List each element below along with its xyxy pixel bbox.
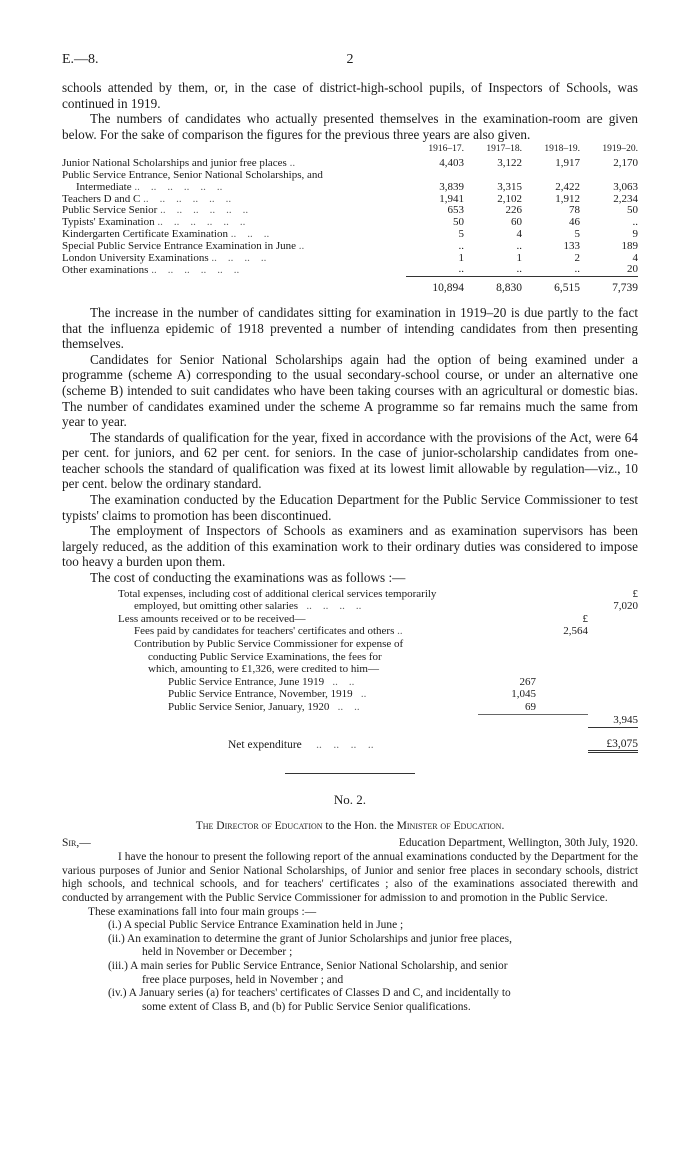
- table-row: Other examinations .. .. .. .. .. .. .. .. .. 20: [62, 263, 638, 276]
- paragraph-standards: The standards of qualification for the year, fixed in accordance with the provisions of the Act, were 64 per cent. for juniors, and 62 per cent. for seniors. In the case of junior-scholarship candidates from one-teacher schools the standard of qualification was fixed at its lowest limit allowable by regulation—viz., 10 per cent. below the ordinary standard.: [62, 429, 638, 492]
- totals-row: [62, 277, 638, 295]
- cost-item-value: 267: [519, 675, 536, 688]
- cost-label: Contribution by Public Service Commissioner for expense of: [134, 638, 404, 650]
- year-header: 1919–20.: [602, 144, 638, 155]
- cell-value: 1: [516, 251, 522, 264]
- table-row: Typists' Examination .. .. .. .. .. .. 50 60 46 ..: [62, 216, 638, 229]
- cell-value: 4: [632, 251, 638, 264]
- cell-value: 653: [447, 204, 464, 217]
- cell-value: ..: [516, 263, 522, 276]
- table-row: Junior National Scholarships and junior free places .. 4,403 3,122 1,917 2,170: [62, 157, 638, 170]
- letter-intro: I have the honour to present the following report of the annual examinations conducted by the Department for the various purposes of Junior and Senior National Scholarships, of Junior and senior free places in secondary schools, district high schools, and technical schools, and for teachers' certificates ; also of the examinations associated therewith and conducted by arrangement with the Public Service Commissioner for admission to and promotion in the Public Service.: [62, 851, 638, 905]
- cell-value: 1,912: [555, 192, 580, 205]
- table-row: Fees paid by candidates for teachers' certificates and others .. 2,564: [134, 625, 588, 638]
- table-row: [118, 714, 638, 727]
- cell-value: 46: [569, 216, 580, 229]
- cell-value: 4,403: [439, 157, 464, 170]
- candidates-table: [62, 144, 638, 295]
- cell-value: 1: [458, 251, 464, 264]
- cost-item-label: Public Service Senior, January, 1920: [168, 701, 330, 714]
- cost-table: [118, 588, 638, 754]
- paragraph-candidate-numbers: The numbers of candidates who actually presented themselves in the examination-room are given below. For the sake of comparison the figures for the previous three years are also given.: [62, 111, 638, 142]
- table-row: [118, 613, 638, 626]
- row-label: Other examinations: [62, 264, 149, 276]
- total-value: 6,515: [522, 277, 580, 295]
- row-label: London University Examinations: [62, 252, 209, 264]
- cell-value: 1,941: [439, 192, 464, 205]
- list-item: (iv.) A January series (a) for teachers' certificates of Classes D and C, and incidentally to some extent of Class B, and (b) for Public Service Senior qualifications.: [108, 987, 511, 1013]
- cell-value: 9: [632, 227, 638, 240]
- cell-value: 226: [505, 204, 522, 217]
- cell-value: 2,170: [613, 157, 638, 170]
- cell-value: 133: [563, 239, 580, 252]
- letter-dateline: Education Department, Wellington, 30th July, 1920.: [398, 837, 638, 850]
- table-row: employed, but omitting other salaries .. .. .. .. 7,020: [134, 600, 638, 613]
- cell-value: ..: [458, 263, 464, 276]
- page-number: 2: [346, 52, 354, 67]
- cell-value: 5: [458, 227, 464, 240]
- table-row: Special Public Service Entrance Examination in June .. .. .. 133 189: [62, 239, 638, 252]
- table-row: Public Service Entrance, June 1919 .. .. 267: [168, 675, 536, 688]
- page-body: [62, 80, 638, 1014]
- groups-list: [62, 919, 638, 1014]
- report-reference: E.—8.: [62, 52, 99, 67]
- cell-value: 50: [453, 216, 464, 229]
- paragraph-continuation: schools attended by them, or, in the case of district-high-school pupils, of Inspectors of Schools, was continued in 1919.: [62, 80, 638, 111]
- cell-value: 60: [511, 216, 522, 229]
- row-label: Public Service Senior: [62, 205, 158, 217]
- section-number: No. 2.: [333, 792, 367, 808]
- cell-value: 3,063: [613, 180, 638, 193]
- cell-value: ..: [516, 239, 522, 252]
- paragraph-typists: The examination conducted by the Education Department for the Public Service Commissioner to test typists' claims to promotion has been discontinued.: [62, 492, 638, 523]
- row-label: Junior National Scholarships and junior free places: [62, 158, 287, 170]
- table-row: Public Service Senior .. .. .. .. .. .. 653 226 78 50: [62, 204, 638, 217]
- fees-value: 2,564: [563, 625, 588, 638]
- address-line: The Director of Education to the Hon. the Minister of Education.: [195, 820, 505, 833]
- cell-value: 78: [569, 204, 580, 217]
- table-row: Public Service Senior, January, 1920 .. .. 69: [168, 700, 536, 714]
- table-row: [118, 663, 638, 676]
- total-value: 10,894: [406, 277, 464, 295]
- table-row: London University Examinations .. .. .. .. 1 1 2 4: [62, 251, 638, 264]
- cost-label: which, amounting to £1,326, were credited to him—: [148, 663, 379, 676]
- salutation: Sir,—: [62, 837, 91, 850]
- list-item: (iii.) A main series for Public Service Entrance, Senior National Scholarship, and senior free place purposes, held in November ; and: [108, 960, 508, 986]
- section-divider: [285, 773, 415, 774]
- cell-value: 2,234: [613, 192, 638, 205]
- cell-value: 3,839: [439, 180, 464, 193]
- table-row: [118, 588, 638, 601]
- cell-value: 50: [627, 204, 638, 217]
- received-total-value: 3,945: [613, 714, 638, 727]
- cost-item-label: Public Service Entrance, June 1919: [168, 675, 325, 688]
- cell-value: ..: [574, 263, 580, 276]
- paragraph-inspectors: The employment of Inspectors of Schools as examiners and as examination supervisors has been largely reduced, as the addition of this examination work to their ordinary duties was considered to impose too heavy a burden upon them.: [62, 523, 638, 570]
- total-value: 8,830: [464, 277, 522, 295]
- cell-value: 3,315: [497, 180, 522, 193]
- cell-value: 189: [621, 239, 638, 252]
- cell-value: 5: [574, 227, 580, 240]
- cell-value: 2: [574, 251, 580, 264]
- sender: Director of Education: [216, 820, 323, 833]
- row-label: Teachers D and C: [62, 193, 141, 205]
- total-expenses-value: 7,020: [613, 600, 638, 613]
- table-row: Kindergarten Certificate Examination .. .. .. 5 4 5 9: [62, 227, 638, 240]
- table-row: Intermediate .. .. .. .. .. .. 3,839 3,315 2,422 3,063: [76, 180, 638, 193]
- salutation-line: [62, 837, 638, 851]
- currency-symbol: £: [632, 587, 638, 600]
- year-header: 1916–17.: [428, 144, 464, 155]
- cell-value: 2,102: [497, 192, 522, 205]
- net-expenditure-value: £3,075: [588, 727, 638, 752]
- year-header: 1918–19.: [544, 144, 580, 155]
- cell-value: 3,122: [497, 157, 522, 170]
- row-label: Public Service Entrance, Senior National Scholarships, and: [62, 169, 323, 181]
- groups-intro: These examinations fall into four main groups :—: [88, 905, 317, 918]
- currency-symbol: £: [582, 612, 588, 625]
- cost-label: conducting Public Service Examinations, the fees for: [148, 650, 382, 663]
- net-label: Net expenditure: [228, 739, 302, 752]
- row-label: Kindergarten Certificate Examination: [62, 228, 228, 240]
- row-label: Intermediate: [76, 181, 132, 193]
- table-row: Public Service Entrance, November, 1919 .. 1,045: [168, 688, 536, 701]
- page-header: [62, 52, 638, 72]
- table-row: [118, 638, 638, 651]
- row-label: Typists' Examination: [62, 217, 155, 229]
- table-row: [62, 170, 638, 182]
- list-item: (ii.) An examination to determine the grant of Junior Scholarships and junior free places, held in November or December ;: [108, 932, 512, 959]
- letter-body: [62, 851, 638, 919]
- paragraph-senior-scholarships: Candidates for Senior National Scholarships again had the option of being examined under a programme (scheme A) corresponding to the usual secondary-school course, or under an alternative one (scheme B) intended to suit candidates who have been taking courses with an agricultural or domestic bias. The number of candidates examined under the scheme A programme so far remains much the same from year to year.: [62, 351, 638, 430]
- paragraph-increase: The increase in the number of candidates sitting for examination in 1919–20 is due partly to the fact that the influenza epidemic of 1918 prevented a number of intending candidates from then presenting themselves.: [62, 304, 638, 352]
- cell-value: 20: [627, 263, 638, 276]
- net-expenditure-row: Net expenditure .. .. .. .. £3,075: [118, 727, 638, 752]
- cost-label: Fees paid by candidates for teachers' certificates and others: [134, 625, 395, 638]
- cell-value: 2,422: [555, 180, 580, 193]
- cost-item-label: Public Service Entrance, November, 1919: [168, 688, 353, 701]
- paragraph-cost-intro: The cost of conducting the examinations was as follows :—: [90, 570, 406, 586]
- list-item: (i.) A special Public Service Entrance Examination held in June ;: [108, 919, 404, 932]
- total-value: 7,739: [580, 277, 638, 295]
- cost-label: Total expenses, including cost of additional clerical services temporarily: [118, 587, 437, 600]
- table-row: Teachers D and C .. .. .. .. .. .. 1,941 2,102 1,912 2,234: [62, 192, 638, 205]
- cost-item-value: 69: [525, 700, 536, 713]
- cost-item-value: 1,045: [511, 688, 536, 701]
- cost-label: employed, but omitting other salaries: [134, 600, 299, 613]
- table-row: [118, 651, 638, 664]
- table-header-row: [62, 144, 638, 158]
- recipient: Minister of Education: [396, 820, 502, 833]
- cell-value: ..: [632, 216, 638, 229]
- cell-value: 4: [516, 227, 522, 240]
- row-label: Special Public Service Entrance Examination in June: [62, 240, 296, 252]
- cost-label: Less amounts received or to be received—: [118, 612, 306, 625]
- cell-value: ..: [458, 239, 464, 252]
- year-header: 1917–18.: [486, 144, 522, 155]
- cell-value: 1,917: [555, 157, 580, 170]
